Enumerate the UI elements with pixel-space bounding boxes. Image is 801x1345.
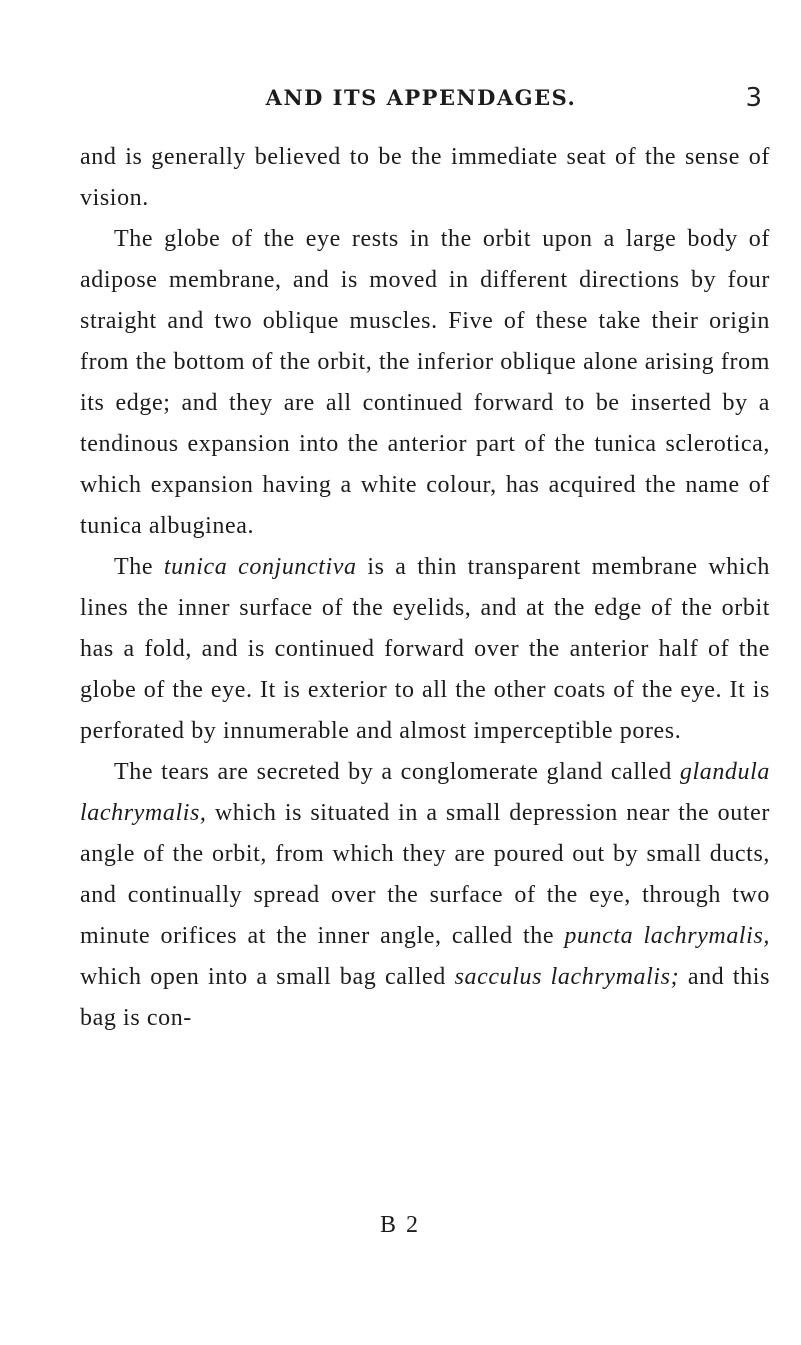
italic-term: glandula lachrymalis, xyxy=(80,759,770,826)
paragraph-continuation: and is generally believed to be the immediate seat of the sense of vision. xyxy=(80,144,770,211)
italic-term: tunica conjunctiva xyxy=(163,554,357,580)
paragraph-text: is a thin transparent membrane which lines the inner surface of the eyelids, and at the edge of the orbit has a fold, and is continued forward over the anterior half of the globe of the eye. It is exterior to all the other coats of the eye. It is perforated by innumerable and almost imperceptible pores. xyxy=(80,554,770,744)
running-title: AND ITS APPENDAGES. xyxy=(265,85,577,110)
italic-term: sacculus lachrymalis; xyxy=(454,964,680,990)
paragraph-tunica-conjunctiva xyxy=(80,547,770,752)
running-header xyxy=(80,78,762,118)
italic-term: puncta lachrymalis, xyxy=(564,923,770,949)
paragraph-text: which is situated in a small depression near the outer angle of the orbit, from which they are poured out by small ducts, and continually spread over the surface of the eye, through two minute orifices at the inner angle, called the xyxy=(80,800,770,949)
signature-mark: B 2 xyxy=(380,1212,421,1238)
body-text xyxy=(80,137,770,1039)
page-number: 3 xyxy=(745,83,762,113)
paragraph-text: The tears are secreted by a conglomerate gland called xyxy=(114,759,680,785)
paragraph-text: and this bag is con- xyxy=(80,964,771,1031)
paragraph-tears xyxy=(80,752,770,1039)
paragraph-text: The xyxy=(114,554,164,580)
paragraph-text: which open into a small bag called xyxy=(80,964,455,990)
paragraph-globe-of-eye: The globe of the eye rests in the orbit upon a large body of adipose membrane, and is moved in different directions by four straight and two oblique muscles. Five of these take their origin from the bottom of the orbit, the inferior oblique alone arising from its edge; and they are all continued forward to be inserted by a tendinous expansion into the anterior part of the tunica sclerotica, which expansion having a white colour, has acquired the name of tunica albuginea. xyxy=(80,226,770,539)
